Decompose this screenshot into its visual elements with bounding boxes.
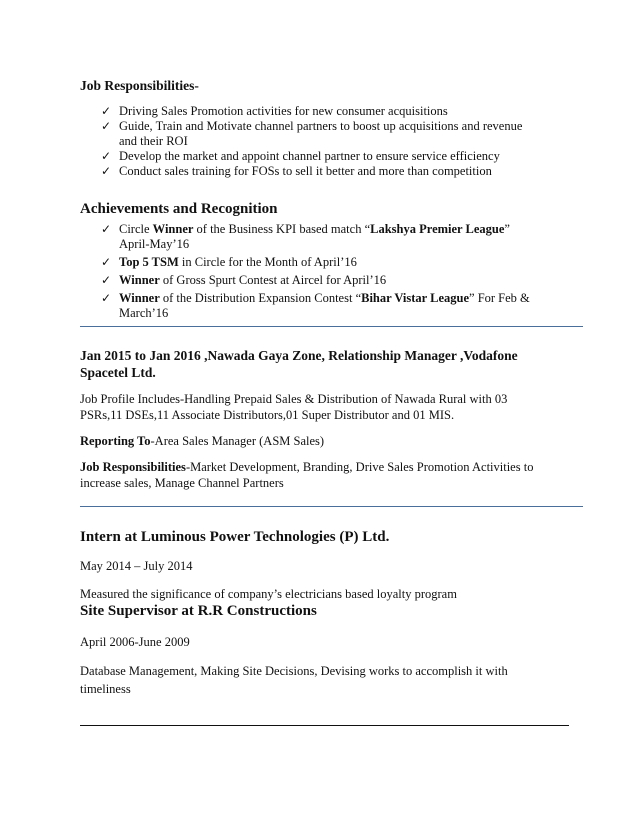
- check-icon: ✓: [101, 291, 112, 305]
- check-icon: ✓: [101, 119, 112, 133]
- job-responsibilities-heading: Job Responsibilities-: [80, 78, 199, 93]
- check-icon: ✓: [101, 164, 112, 178]
- vodafone-responsibilities: Job Responsibilities-Market Development, Branding, Drive Sales Promotion Activities to increase sales, Manage Channel Partners: [80, 460, 534, 490]
- section-divider: [80, 326, 583, 327]
- check-icon: ✓: [101, 104, 112, 118]
- vodafone-job-profile: Job Profile Includes-Handling Prepaid Sales & Distribution of Nawada Rural with 03 PSRs,11 DSEs,11 Associate Distributors,01 Super Distributor and 01 MIS.: [80, 392, 508, 422]
- check-icon: ✓: [101, 149, 112, 163]
- list-item: ✓ Conduct sales training for FOSs to sell it better and more than competition: [101, 164, 492, 178]
- list-item: ✓ Develop the market and appoint channel partner to ensure service efficiency: [101, 149, 500, 163]
- luminous-role-title: Intern at Luminous Power Technologies (P) Ltd.: [80, 529, 390, 545]
- rr-description: Database Management, Making Site Decisions, Devising works to accomplish it with timeliness: [80, 664, 508, 696]
- list-item: ✓ Winner of Gross Spurt Contest at Aircel for April’16: [101, 273, 387, 287]
- list-item: ✓ Circle Winner of the Business KPI based match “Lakshya Premier League” April-May’16: [101, 222, 510, 251]
- list-item: ✓ Winner of the Distribution Expansion Contest “Bihar Vistar League” For Feb & March’16: [101, 291, 530, 320]
- job-responsibilities-list: [101, 104, 541, 179]
- list-item: ✓ Top 5 TSM in Circle for the Month of April’16: [101, 255, 357, 269]
- luminous-dates: May 2014 – July 2014: [80, 559, 193, 573]
- check-icon: ✓: [101, 273, 112, 287]
- section-divider: [80, 506, 583, 507]
- section-divider: [80, 725, 569, 726]
- achievements-heading: Achievements and Recognition: [80, 201, 278, 217]
- list-item: ✓ Guide, Train and Motivate channel partners to boost up acquisitions and revenue and their ROI: [101, 119, 523, 148]
- vodafone-reporting: Reporting To-Area Sales Manager (ASM Sales): [80, 434, 325, 448]
- check-icon: ✓: [101, 222, 112, 236]
- list-item: ✓ Driving Sales Promotion activities for new consumer acquisitions: [101, 104, 448, 118]
- vodafone-role-title: Jan 2015 to Jan 2016 ,Nawada Gaya Zone, Relationship Manager ,Vodafone Spacetel Ltd.: [80, 348, 518, 380]
- luminous-description: Measured the significance of company’s electricians based loyalty program: [80, 587, 457, 601]
- achievements-list: [101, 222, 541, 321]
- check-icon: ✓: [101, 255, 112, 269]
- rr-role-title: Site Supervisor at R.R Constructions: [80, 603, 317, 619]
- rr-dates: April 2006-June 2009: [80, 635, 190, 649]
